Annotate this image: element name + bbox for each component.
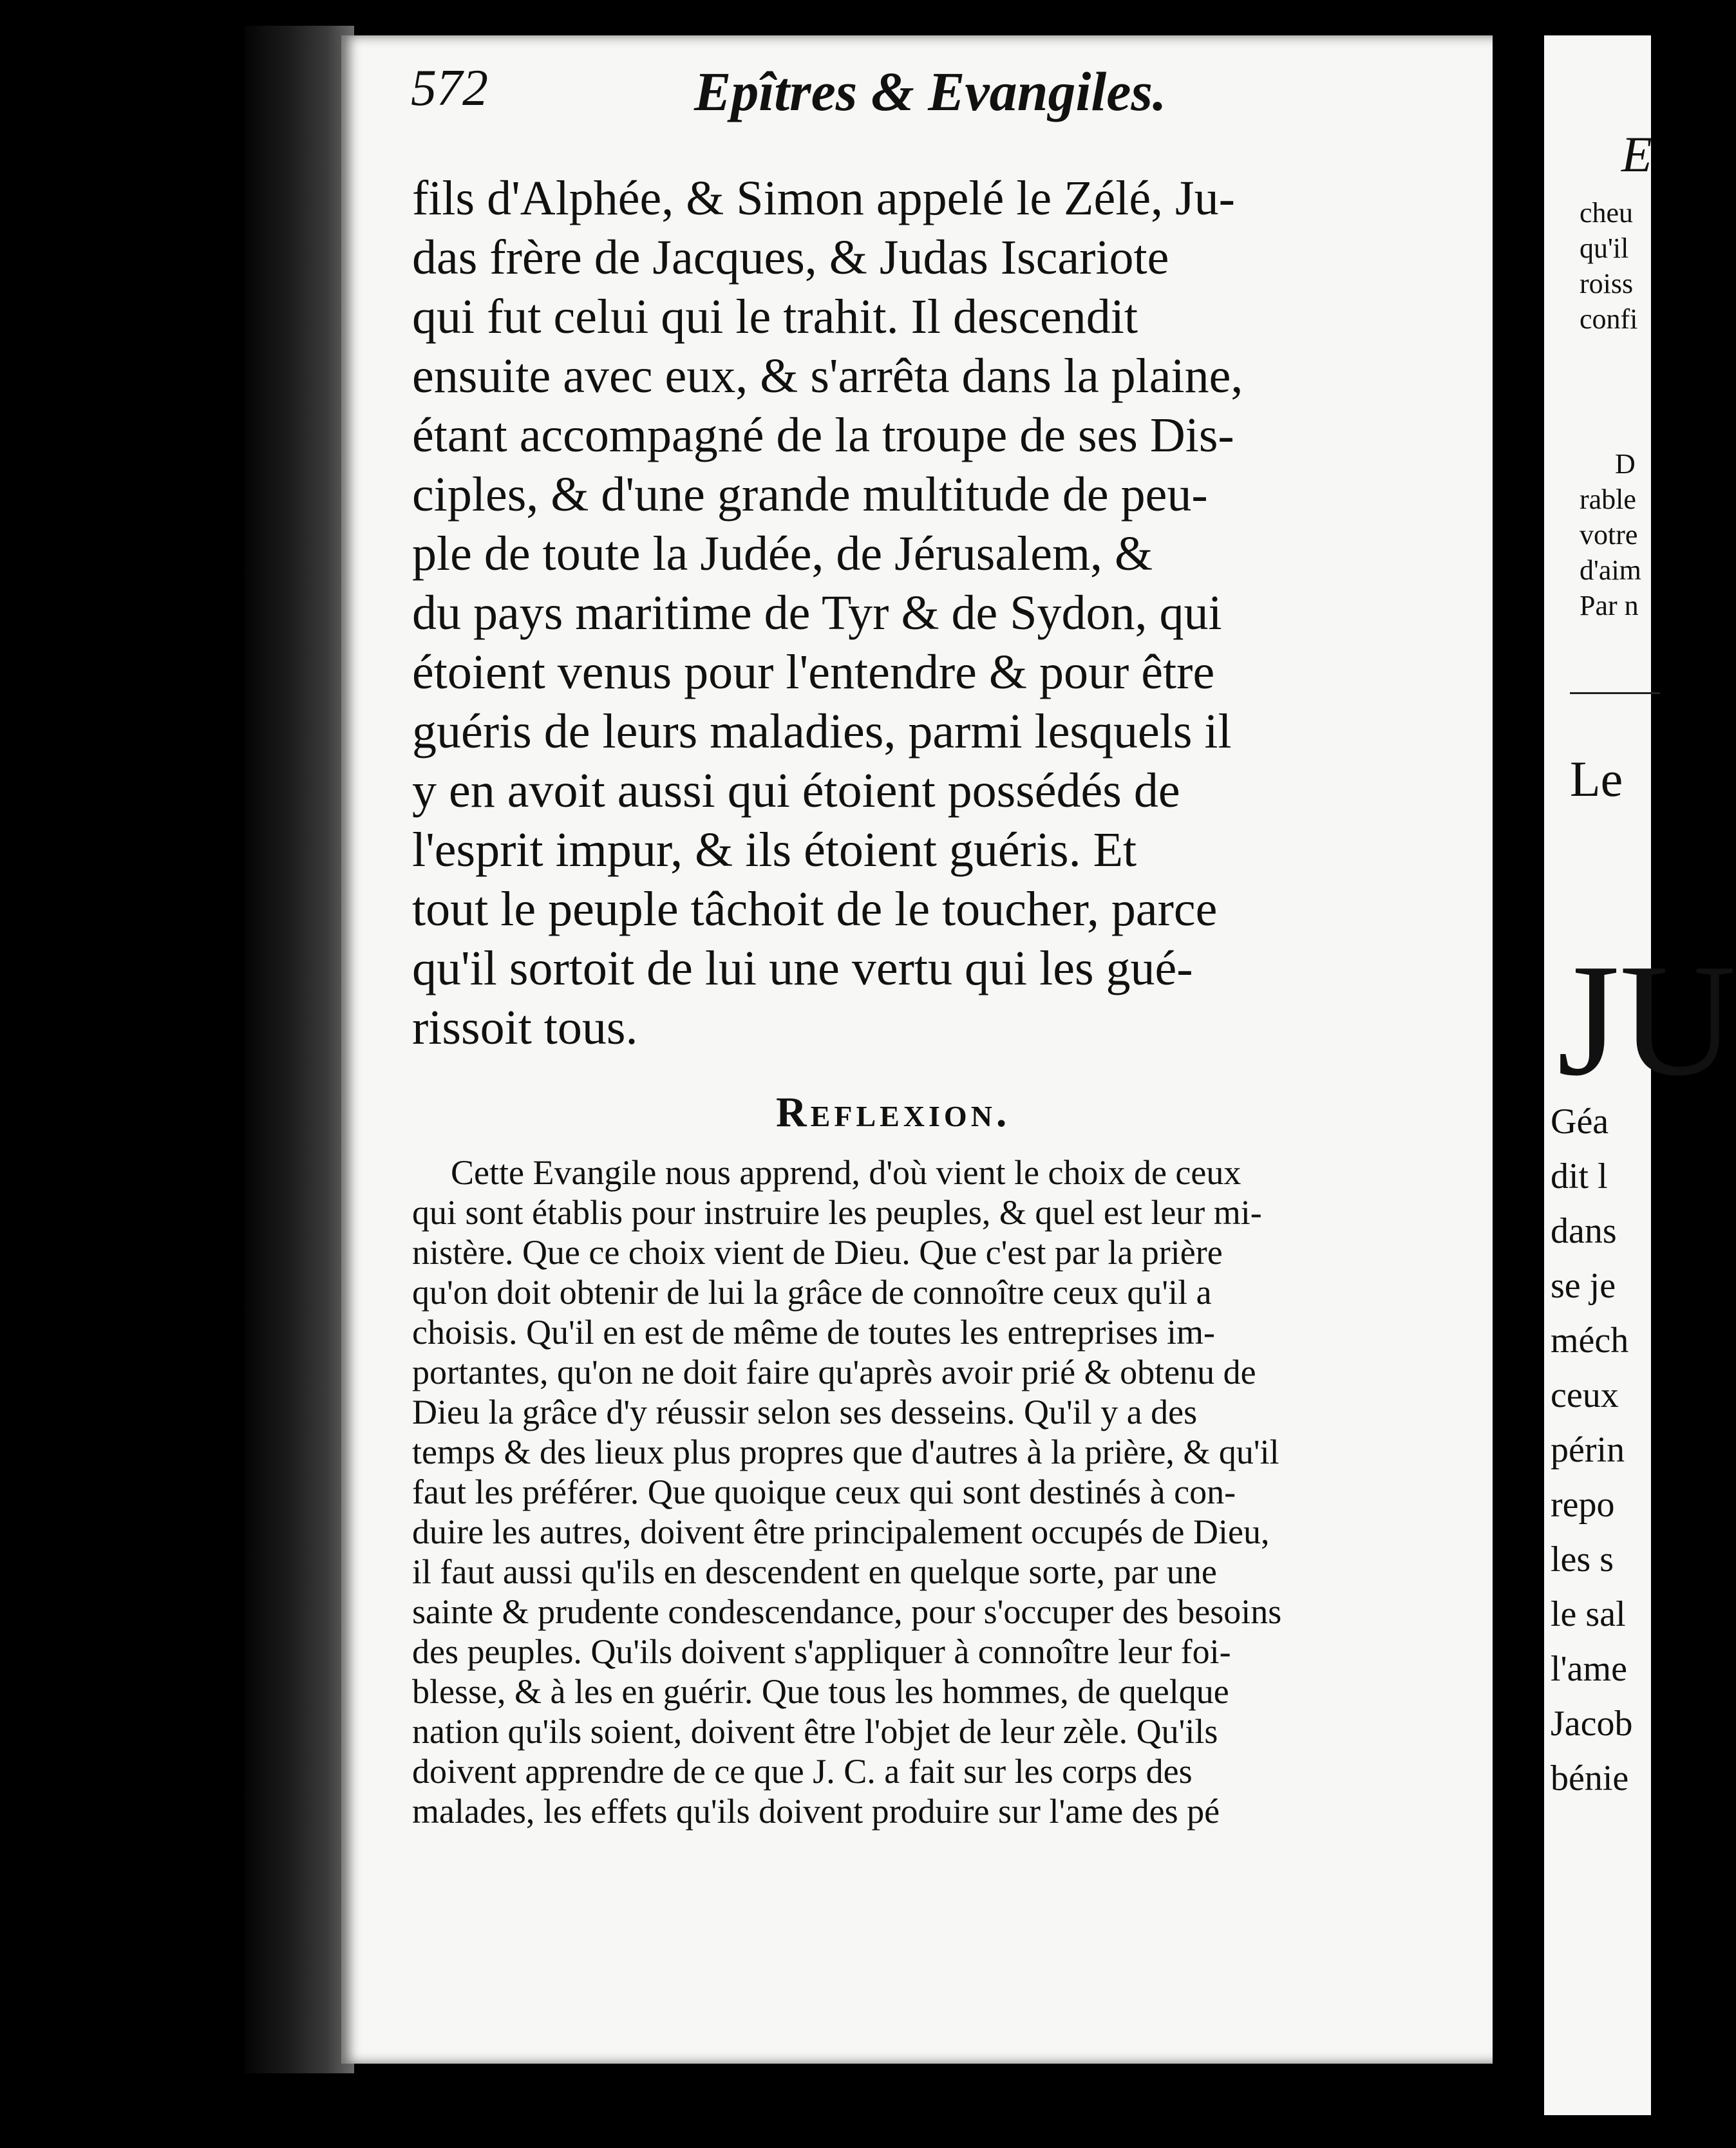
reflexion-line: qui sont établis pour instruire les peuples, & quel est leur mi-	[412, 1193, 1262, 1232]
page-number: 572	[411, 60, 488, 117]
right-text-line: dit l	[1551, 1156, 1608, 1196]
text-line: das frère de Jacques, & Judas Iscariote	[412, 231, 1169, 285]
text-line: fils d'Alphée, & Simon appelé le Zélé, Ju-	[412, 171, 1235, 225]
text-line: étant accompagné de la troupe de ses Dis-	[412, 408, 1234, 462]
right-text-line: votre	[1580, 519, 1638, 551]
text-line: ciples, & d'une grande multitude de peu-	[412, 467, 1208, 522]
right-text-line: confi	[1580, 303, 1638, 335]
reflexion-line: sainte & prudente condescendance, pour s'occuper des besoins	[412, 1592, 1282, 1631]
section-title: Reflexion.	[776, 1089, 1011, 1136]
page-gutter	[1493, 26, 1544, 2118]
right-text-line: dans	[1551, 1211, 1617, 1251]
reflexion-line: blesse, & à les en guérir. Que tous les hommes, de quelque	[412, 1672, 1229, 1711]
reflexion-line: nation qu'ils soient, doivent être l'objet de leur zèle. Qu'ils	[412, 1712, 1218, 1751]
right-page-fragment	[1544, 35, 1736, 2115]
reflexion-line: choisis. Qu'il en est de même de toutes les entreprises im-	[412, 1313, 1215, 1352]
right-text-line: ceux	[1551, 1375, 1619, 1415]
right-text-line: l'ame	[1551, 1649, 1627, 1689]
right-text-line: le sal	[1551, 1594, 1626, 1634]
right-text-line: les s	[1551, 1540, 1614, 1579]
text-line: qu'il sortoit de lui une vertu qui les gué-	[412, 941, 1193, 995]
reflexion-line: duire les autres, doivent être principalement occupés de Dieu,	[412, 1512, 1270, 1551]
text-line: guéris de leurs maladies, parmi lesquels il	[412, 704, 1232, 758]
gospel-text	[412, 169, 1455, 1057]
right-text-line: roiss	[1580, 268, 1634, 299]
reflexion-line: malades, les effets qu'ils doivent produire sur l'ame des pé	[412, 1792, 1220, 1831]
running-head	[411, 59, 1454, 137]
drop-cap: JU	[1557, 931, 1736, 1109]
right-text-line: Géa	[1551, 1102, 1609, 1142]
reflexion-line: faut les préférer. Que quoique ceux qui sont destinés à con-	[412, 1473, 1236, 1511]
text-line: rissoit tous.	[412, 1001, 638, 1055]
reflexion-line: doivent apprendre de ce que J. C. a fait sur les corps des	[412, 1752, 1193, 1791]
right-text-line: Par n	[1580, 590, 1639, 621]
right-heading: Le	[1570, 751, 1623, 807]
right-text-line: rable	[1580, 484, 1636, 515]
right-running-head: E	[1621, 126, 1652, 182]
text-line: y en avoit aussi qui étoient possédés de	[412, 764, 1180, 818]
right-text-line: cheu	[1580, 197, 1634, 229]
reflexion-line: nistère. Que ce choix vient de Dieu. Que c'est par la prière	[412, 1233, 1223, 1272]
text-line: étoient venus pour l'entendre & pour être	[412, 645, 1215, 699]
divider-rule	[1570, 692, 1660, 694]
right-text-line: méch	[1551, 1321, 1629, 1361]
text-line: ple de toute la Judée, de Jérusalem, &	[412, 527, 1153, 581]
reflexion-text	[412, 1153, 1455, 1831]
right-text-line: d'aim	[1580, 554, 1641, 586]
text-line: ensuite avec eux, & s'arrêta dans la plaine,	[412, 349, 1243, 403]
text-line: l'esprit impur, & ils étoient guéris. Et	[412, 823, 1137, 877]
reflexion-line: qu'on doit obtenir de lui la grâce de connoître ceux qu'il a	[412, 1273, 1212, 1312]
reflexion-line: Cette Evangile nous apprend, d'où vient le choix de ceux	[451, 1153, 1241, 1192]
right-text-line: bénie	[1551, 1758, 1629, 1798]
reflexion-line: il faut aussi qu'ils en descendent en quelque sorte, par une	[412, 1552, 1217, 1591]
right-text-line: D	[1615, 448, 1636, 480]
right-text-line: se je	[1551, 1266, 1616, 1306]
reflexion-line: Dieu la grâce d'y réussir selon ses desseins. Qu'il y a des	[412, 1393, 1198, 1431]
right-text-line: qu'il	[1580, 232, 1629, 264]
text-line: tout le peuple tâchoit de le toucher, parce	[412, 882, 1218, 936]
right-text-line: Jacob	[1551, 1704, 1633, 1744]
right-text-line: repo	[1551, 1485, 1615, 1525]
reflexion-line: temps & des lieux plus propres que d'autres à la prière, & qu'il	[412, 1433, 1279, 1471]
text-line: qui fut celui qui le trahit. Il descendit	[412, 290, 1138, 344]
reflexion-line: des peuples. Qu'ils doivent s'appliquer à connoître leur foi-	[412, 1632, 1231, 1671]
book-spine-shadow	[245, 26, 354, 2073]
reflexion-line: portantes, qu'on ne doit faire qu'après avoir prié & obtenu de	[412, 1353, 1256, 1391]
right-text-line: périn	[1551, 1430, 1625, 1470]
running-title: Epîtres & Evangiles.	[694, 61, 1167, 122]
text-line: du pays maritime de Tyr & de Sydon, qui	[412, 586, 1222, 640]
